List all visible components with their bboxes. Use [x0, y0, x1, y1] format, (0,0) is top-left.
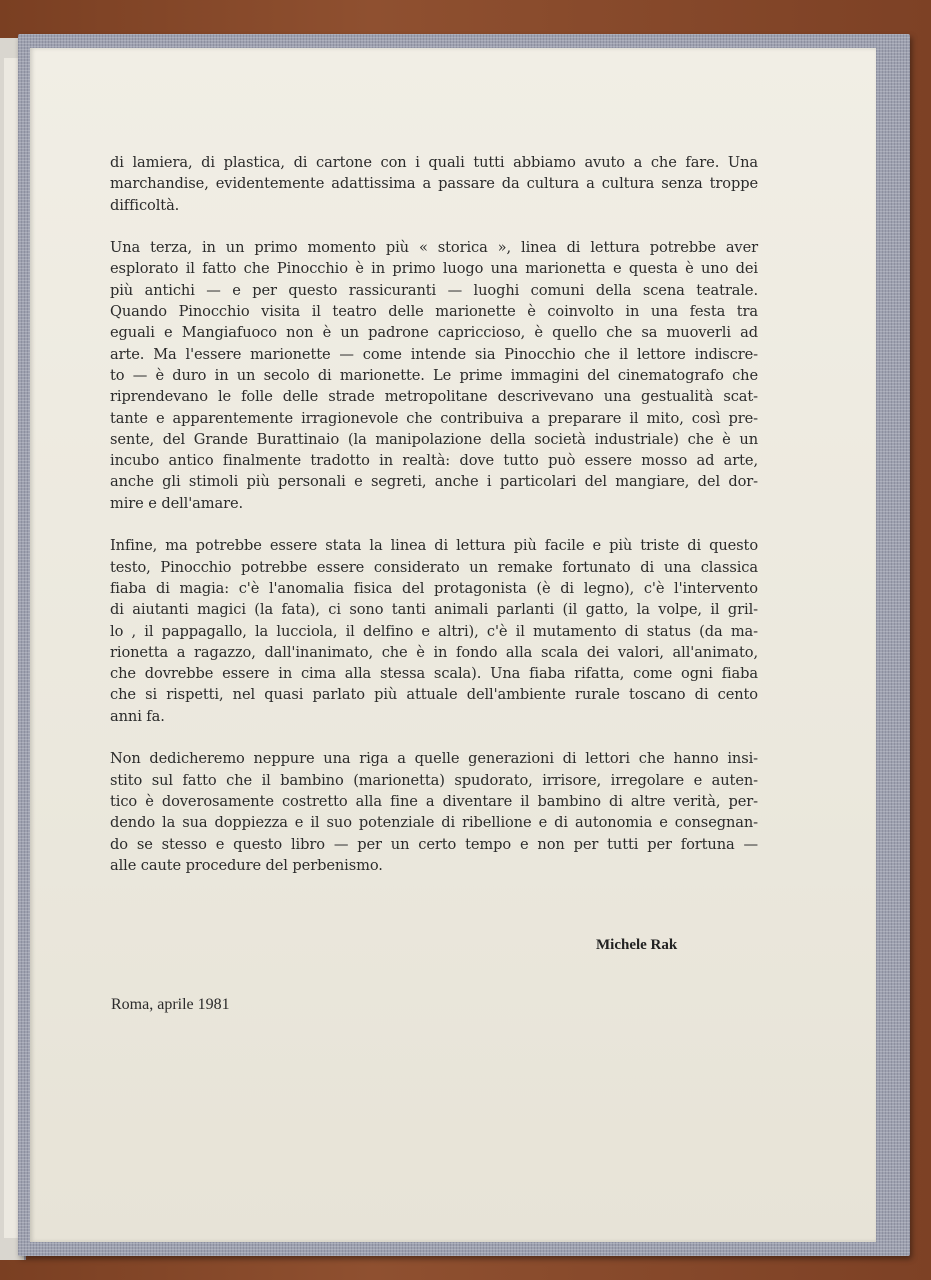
paragraph	[110, 748, 758, 876]
text-line: marchandise, evidentemente adattissima a passare da cultura a cultura senza troppe	[110, 175, 758, 193]
author-signature: Michele Rak	[596, 937, 678, 953]
text-line: che si rispetti, nel quasi parlato più attuale dell'ambiente rurale toscano di cento	[110, 686, 758, 704]
text-line: Una terza, in un primo momento più « storica », linea di lettura potrebbe aver	[110, 239, 758, 257]
text-line: esplorato il fatto che Pinocchio è in primo luogo una marionetta e questa è uno dei	[110, 260, 758, 278]
text-line: to — è duro in un secolo di marionette. Le prime immagini del cinematografo che	[110, 366, 758, 384]
text-line: do se stesso e questo libro — per un certo tempo e non per tutti per fortuna —	[110, 835, 758, 853]
text-line: difficoltà.	[110, 196, 180, 214]
text-line: di aiutanti magici (la fata), ci sono tanti animali parlanti (il gatto, la volpe, il gril-	[110, 601, 758, 619]
text-line: Quando Pinocchio visita il teatro delle marionette è coinvolto in una festa tra	[110, 303, 758, 321]
text-line: incubo antico finalmente tradotto in realtà: dove tutto può essere mosso ad arte,	[110, 452, 758, 470]
text-line: alle caute procedure del perbenismo.	[110, 856, 383, 874]
text-line: mire e dell'amare.	[110, 494, 244, 512]
previous-page-paper	[4, 58, 18, 1238]
text-line: anche gli stimoli più personali e segreti, anche i particolari del mangiare, del dor-	[110, 473, 758, 491]
text-line: di lamiera, di plastica, di cartone con i quali tutti abbiamo avuto a che fare. Una	[110, 154, 758, 171]
text-line: lo , il pappagallo, la lucciola, il delfino e altri), c'è il mutamento di status (da ma-	[110, 622, 758, 640]
text-line: stito sul fatto che il bambino (marionetta) spudorato, irrisore, irregolare e auten-	[110, 771, 758, 789]
place-and-date: Roma, aprile 1981	[111, 996, 230, 1013]
text-line: riprendevano le folle delle strade metropolitane descrivevano una gestualità scat-	[110, 388, 758, 406]
paragraph	[110, 237, 758, 514]
text-line: tico è doverosamente costretto alla fine a diventare il bambino di altre verità, per-	[110, 792, 758, 810]
text-line: anni fa.	[110, 707, 165, 725]
text-line: che dovrebbe essere in cima alla stessa scala). Una fiaba rifatta, come ogni fiaba	[110, 665, 758, 683]
text-line: eguali e Mangiafuoco non è un padrone capriccioso, è quello che sa muoverli ad	[110, 324, 758, 342]
text-line: testo, Pinocchio potrebbe essere considerato un remake fortunato di una classica	[110, 558, 758, 576]
text-line: rionetta a ragazzo, dall'inanimato, che è in fondo alla scala dei valori, all'animato,	[110, 643, 758, 661]
paragraph	[110, 535, 758, 727]
text-line: Non dedicheremo neppure una riga a quelle generazioni di lettori che hanno insi-	[110, 750, 758, 768]
text-line: arte. Ma l'essere marionette — come intende sia Pinocchio che il lettore indiscre-	[110, 345, 758, 363]
body-text	[110, 152, 758, 897]
text-line: più antichi — e per questo rassicuranti — luoghi comuni della scena teatrale.	[110, 281, 758, 299]
text-line: fiaba di magia: c'è l'anomalia fisica del protagonista (è di legno), c'è l'intervento	[110, 579, 758, 597]
text-line: sente, del Grande Burattinaio (la manipolazione della società industriale) che è un	[110, 430, 758, 448]
text-line: Infine, ma potrebbe essere stata la linea di lettura più facile e più triste di questo	[110, 537, 758, 555]
text-line: dendo la sua doppiezza e il suo potenziale di ribellione e di autonomia e consegnan-	[110, 814, 758, 832]
paragraph	[110, 152, 758, 216]
text-line: tante e apparentemente irragionevole che contribuiva a preparare il mito, così pre-	[110, 409, 758, 427]
